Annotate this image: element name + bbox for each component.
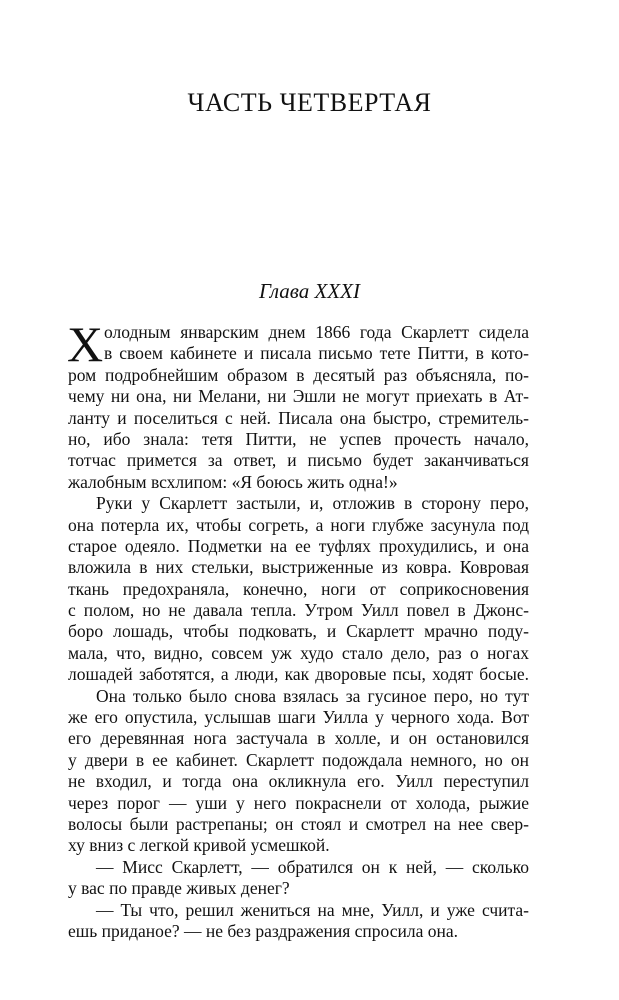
drop-cap: Х	[67, 316, 104, 372]
text-line: жалобным всхлипом: «Я боюсь жить одна!»	[68, 471, 398, 492]
text-line: олодным январским днем 1866 года Скарлетт сидела	[104, 322, 529, 342]
text-line: у вас по правде живых денег?	[68, 878, 290, 899]
text-line: лошадей заботятся, а люди, как дворовые псы, ходят босые.	[68, 664, 529, 685]
text-line: — Ты что, решил жениться на мне, Уилл, и уже счита-	[96, 899, 529, 920]
body-text	[67, 316, 529, 942]
text-line: она потерла их, чтобы согреть, а ноги глубже засунула под	[68, 514, 529, 535]
paragraph-2	[68, 493, 529, 686]
part-title: ЧАСТЬ ЧЕТВЕРТАЯ	[187, 88, 432, 117]
text-line: ткань предохраняла, конечно, ноги от соприкосновения	[68, 578, 529, 599]
paragraph-1	[67, 316, 529, 493]
text-line: же его опустила, услышав шаги Уилла у черного хода. Вот	[68, 707, 529, 728]
paragraph-3	[68, 686, 529, 857]
text-line: ланту и поселиться с ней. Писала она быстро, стремитель-	[68, 407, 529, 428]
text-line: не входил, и тогда она окликнула его. Уилл переступил	[68, 771, 529, 792]
text-line: у двери в ее кабинет. Скарлетт подождала немного, но он	[68, 749, 529, 770]
text-line: — Мисс Скарлетт, — обратился он к ней, — сколько	[96, 856, 529, 877]
text-line: чему ни она, ни Мелани, ни Эшли не могут приехать в Ат-	[68, 386, 529, 407]
text-line: в своем кабинете и писала письмо тете Питти, в кото-	[104, 343, 529, 364]
text-line: ешь приданое? — не без раздражения спросила она.	[68, 920, 458, 941]
text-line: боро лошадь, чтобы подковать, и Скарлетт мрачно поду-	[68, 621, 529, 642]
text-line: но, ибо знала: тетя Питти, не успев прочесть начало,	[68, 428, 529, 449]
text-line: Руки у Скарлетт застыли, и, отложив в сторону перо,	[96, 493, 529, 514]
text-line: тотчас примется за ответ, и письмо будет заканчиваться	[68, 450, 529, 471]
chapter-title: Глава XXXI	[259, 279, 360, 303]
text-line: его деревянная нога застучала в холле, и он остановился	[68, 728, 529, 749]
text-line: волосы были растрепаны; он стоял и смотрел на нее свер-	[68, 813, 529, 834]
text-line: мала, что, видно, совсем уж худо стало дело, раз о ногах	[68, 642, 529, 663]
text-line: старое одеяло. Подметки на ее туфлях прохудились, и она	[68, 535, 529, 556]
paragraph-5	[68, 900, 529, 943]
text-line: вложила в них стельки, выстриженные из ковра. Ковровая	[68, 557, 529, 578]
text-line: с полом, но не давала тепла. Утром Уилл повел в Джонс-	[68, 600, 529, 621]
paragraph-4	[68, 857, 529, 900]
text-line: ху вниз с легкой кривой усмешкой.	[68, 835, 330, 856]
text-line: через порог — уши у него покраснели от холода, рыжие	[68, 792, 529, 813]
text-line: Она только было снова взялась за гусиное перо, но тут	[96, 685, 529, 706]
text-line: ром подробнейшим образом в десятый раз объясняла, по-	[68, 364, 529, 385]
